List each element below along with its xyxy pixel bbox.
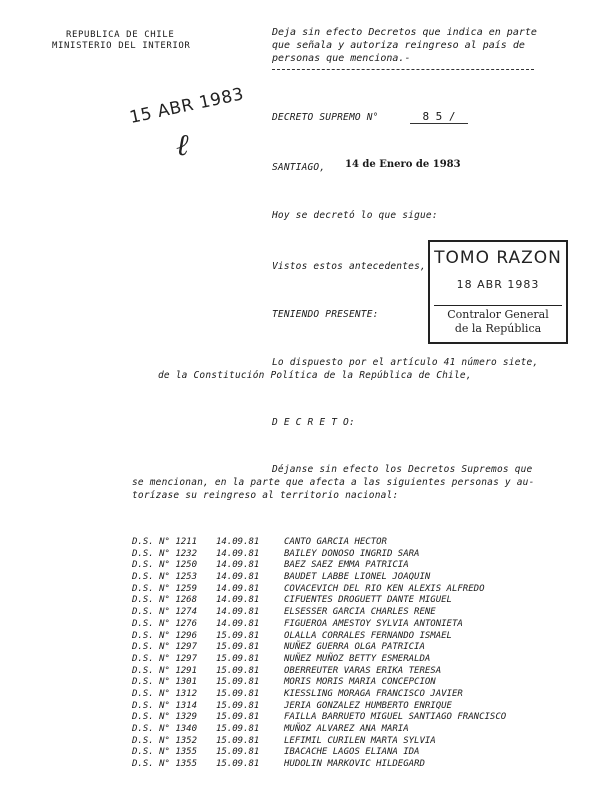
- entry-person-name: BAILEY DONOSO INGRID SARA: [284, 548, 420, 559]
- entry-decree-number: D.S. N° 1250: [132, 560, 198, 571]
- entry-person-name: OLALLA CORRALES FERNANDO ISMAEL: [284, 630, 452, 641]
- list-item: [132, 724, 506, 736]
- decree-entries-list: [132, 537, 506, 771]
- entry-date: 14.09.81: [216, 537, 260, 547]
- toma-razon-title: TOMO RAZON: [434, 248, 562, 268]
- decree-number: 8 5 /: [410, 110, 468, 124]
- handwritten-initial: ℓ: [176, 128, 189, 163]
- entry-person-name: CIFUENTES DROGUETT DANTE MIGUEL: [284, 595, 452, 606]
- list-item: [132, 537, 506, 549]
- entry-date: 15.09.81: [216, 700, 260, 711]
- entry-date: 14.09.81: [216, 595, 260, 606]
- entry-date: 14.09.81: [216, 548, 260, 559]
- entry-decree-number: D.S. N° 1276: [132, 618, 198, 629]
- entry-date: 15.09.81: [216, 653, 260, 664]
- letterhead-country: REPUBLICA DE CHILE: [66, 30, 175, 40]
- entry-date: 14.09.81: [216, 572, 260, 583]
- decree-date: 14 de Enero de 1983: [345, 159, 461, 170]
- entry-date: 15.09.81: [216, 642, 260, 653]
- teniendo-presente: TENIENDO PRESENTE:: [272, 309, 379, 320]
- list-item: [132, 619, 506, 631]
- entry-person-name: BAUDET LABBE LIONEL JOAQUIN: [284, 572, 431, 583]
- entry-date: 14.09.81: [216, 618, 260, 629]
- list-item: [132, 666, 506, 678]
- entry-decree-number: D.S. N° 1340: [132, 724, 198, 734]
- decreto-heading: D E C R E T O:: [272, 417, 355, 428]
- toma-razon-office-line1: Contralor General: [447, 308, 549, 321]
- entry-date: 14.09.81: [216, 583, 260, 594]
- list-item: [132, 607, 506, 619]
- entry-date: 15.09.81: [216, 747, 260, 758]
- letterhead-ministry: MINISTERIO DEL INTERIOR: [52, 41, 191, 51]
- entry-decree-number: D.S. N° 1297: [132, 642, 198, 653]
- entry-date: 15.09.81: [216, 688, 260, 699]
- considerando-line1: Lo dispuesto por el artículo 41 número siete,: [272, 357, 539, 368]
- entry-person-name: ELSESSER GARCIA CHARLES RENE: [284, 607, 436, 618]
- entry-decree-number: D.S. N° 1312: [132, 688, 198, 699]
- entry-decree-number: D.S. N° 1259: [132, 583, 198, 594]
- entry-person-name: KIESSLING MORAGA FRANCISCO JAVIER: [284, 688, 463, 699]
- toma-razon-office: [434, 305, 562, 336]
- entry-person-name: IBACACHE LAGOS ELIANA IDA: [284, 747, 420, 758]
- list-item: [132, 747, 506, 759]
- entry-decree-number: D.S. N° 1268: [132, 595, 198, 606]
- reference-rule: [272, 69, 534, 70]
- toma-razon-date: 18 ABR 1983: [456, 278, 540, 291]
- intro-line: Hoy se decretó lo que sigue:: [272, 210, 438, 221]
- entry-person-name: MORIS MORIS MARIA CONCEPCION: [284, 677, 436, 688]
- entry-decree-number: D.S. N° 1314: [132, 700, 198, 711]
- entry-date: 15.09.81: [216, 630, 260, 641]
- body-line2: se mencionan, en la parte que afecta a las siguientes personas y au-: [132, 477, 535, 488]
- list-item: [132, 736, 506, 748]
- entry-date: 15.09.81: [216, 665, 260, 676]
- vistos-line: Vistos estos antecedentes,: [272, 261, 426, 272]
- entry-person-name: FIGUEROA AMESTOY SYLVIA ANTONIETA: [284, 618, 463, 629]
- entry-decree-number: D.S. N° 1297: [132, 653, 198, 664]
- list-item: [132, 572, 506, 584]
- toma-razon-stamp: [428, 240, 568, 344]
- entry-decree-number: D.S. N° 1211: [132, 537, 198, 547]
- entry-decree-number: D.S. N° 1253: [132, 572, 198, 583]
- entry-person-name: HUDOLIN MARKOVIC HILDEGARD: [284, 759, 425, 770]
- list-item: [132, 701, 506, 713]
- list-item: [132, 689, 506, 701]
- entry-person-name: BAEZ SAEZ EMMA PATRICIA: [284, 560, 409, 571]
- entry-date: 15.09.81: [216, 759, 260, 770]
- entry-decree-number: D.S. N° 1329: [132, 712, 198, 723]
- entry-date: 15.09.81: [216, 677, 260, 688]
- list-item: [132, 560, 506, 572]
- entry-decree-number: D.S. N° 1274: [132, 607, 198, 618]
- list-item: [132, 759, 506, 771]
- body-line1: Déjanse sin efecto los Decretos Supremos que: [272, 464, 533, 475]
- entry-date: 15.09.81: [216, 724, 260, 734]
- list-item: [132, 549, 506, 561]
- list-item: [132, 712, 506, 724]
- list-item: [132, 595, 506, 607]
- considerando-line2: de la Constitución Política de la República de Chile,: [158, 370, 472, 381]
- place: SANTIAGO,: [272, 162, 326, 173]
- entry-decree-number: D.S. N° 1232: [132, 548, 198, 559]
- entry-person-name: NUÑEZ GUERRA OLGA PATRICIA: [284, 642, 425, 653]
- entry-date: 14.09.81: [216, 607, 260, 618]
- reference-summary: Deja sin efecto Decretos que indica en parte que señala y autoriza reingreso al país de personas que menciona.-: [272, 27, 537, 64]
- entry-decree-number: D.S. N° 1355: [132, 747, 198, 758]
- letterhead: [52, 30, 190, 52]
- entry-date: 15.09.81: [216, 735, 260, 746]
- entry-decree-number: D.S. N° 1296: [132, 630, 198, 641]
- entry-decree-number: D.S. N° 1291: [132, 665, 198, 676]
- entry-person-name: LEFIMIL CURILEN MARTA SYLVIA: [284, 735, 436, 746]
- entry-date: 15.09.81: [216, 712, 260, 723]
- decree-label: DECRETO SUPREMO N°: [272, 112, 379, 123]
- list-item: [132, 677, 506, 689]
- list-item: [132, 654, 506, 666]
- list-item: [132, 584, 506, 596]
- entry-person-name: OBERREUTER VARAS ERIKA TERESA: [284, 665, 442, 676]
- entry-decree-number: D.S. N° 1301: [132, 677, 198, 688]
- entry-person-name: FAILLA BARRUETO MIGUEL SANTIAGO FRANCISCO: [284, 712, 507, 723]
- entry-person-name: JERIA GONZALEZ HUMBERTO ENRIQUE: [284, 700, 452, 711]
- entry-person-name: COVACEVICH DEL RIO KEN ALEXIS ALFREDO: [284, 583, 485, 594]
- received-date-stamp: 15 ABR 1983: [127, 84, 246, 128]
- entry-person-name: NUÑEZ MUÑOZ BETTY ESMERALDA: [284, 653, 431, 664]
- entry-decree-number: D.S. N° 1352: [132, 735, 198, 746]
- list-item: [132, 642, 506, 654]
- entry-person-name: MUÑOZ ALVAREZ ANA MARIA: [284, 724, 409, 734]
- body-line3: torízase su reingreso al territorio nacional:: [132, 490, 399, 501]
- list-item: [132, 631, 506, 643]
- entry-decree-number: D.S. N° 1355: [132, 759, 198, 770]
- toma-razon-office-line2: de la República: [454, 322, 542, 335]
- entry-date: 14.09.81: [216, 560, 260, 571]
- entry-person-name: CANTO GARCIA HECTOR: [284, 537, 387, 547]
